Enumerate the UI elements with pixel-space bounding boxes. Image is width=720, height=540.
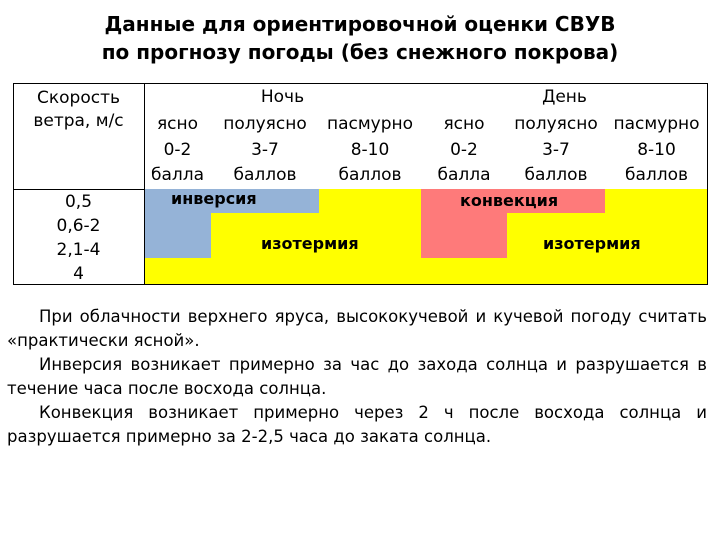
stability-table bbox=[13, 83, 708, 285]
day-clear-range: 0-2 bbox=[450, 140, 478, 160]
day-overcast-unit: баллов bbox=[624, 165, 689, 185]
night-overcast-range: 8-10 bbox=[350, 140, 390, 160]
day-partly-unit: баллов bbox=[524, 165, 588, 185]
day-partly-name: полуясно bbox=[514, 114, 598, 134]
day-partly-range: 3-7 bbox=[542, 140, 570, 160]
night-overcast-name: пасмурно bbox=[326, 114, 414, 134]
note-paragraph: Конвекция возникает примерно через 2 ч после восхода солнца и разрушается примерно за 2-2,5 часа до заката солнца. bbox=[7, 403, 707, 446]
day-clear-name: ясно bbox=[443, 114, 485, 134]
wind-header-divider bbox=[13, 189, 144, 190]
day-overcast-range: 8-10 bbox=[637, 140, 676, 160]
night-clear-name: ясно bbox=[156, 114, 199, 134]
night-clear-range: 0-2 bbox=[163, 140, 192, 160]
night-partly-unit: баллов bbox=[233, 165, 297, 185]
wind-header-line2: ветра, м/с bbox=[33, 111, 124, 131]
night-overcast-unit: баллов bbox=[338, 165, 402, 185]
wind-speed-3: 2,1-4 bbox=[56, 240, 101, 260]
wind-speed-1: 0,5 bbox=[64, 192, 93, 212]
day-header: День bbox=[542, 87, 587, 107]
title-line-2: по прогнозу погоды (без снежного покрова) bbox=[101, 40, 619, 64]
day-clear-unit: балла bbox=[437, 165, 491, 185]
night-partly-range: 3-7 bbox=[251, 140, 279, 160]
title-line-1: Данные для ориентировочной оценки СВУВ bbox=[104, 12, 616, 36]
wind-header-line1: Скорость bbox=[37, 88, 120, 108]
convection-label: конвекция bbox=[460, 191, 559, 210]
inversion-label: инверсия bbox=[171, 189, 257, 208]
page-title bbox=[0, 10, 720, 66]
notes bbox=[7, 305, 707, 449]
wind-speed-4: 4 bbox=[73, 264, 84, 284]
night-header: Ночь bbox=[260, 87, 305, 107]
isotherm-night-label: изотермия bbox=[261, 234, 359, 253]
wind-speed-2: 0,6-2 bbox=[56, 216, 101, 236]
night-clear-unit: балла bbox=[150, 165, 205, 185]
night-partly-name: полуясно bbox=[223, 114, 307, 134]
note-paragraph: Инверсия возникает примерно за час до захода солнца и разрушается в течение часа после восхода солнца. bbox=[7, 355, 707, 398]
isotherm-day-label: изотермия bbox=[543, 234, 641, 253]
day-overcast-name: пасмурно bbox=[613, 114, 700, 134]
note-paragraph: При облачности верхнего яруса, высококучевой и кучевой погоду считать «практически ясной». bbox=[7, 307, 707, 350]
